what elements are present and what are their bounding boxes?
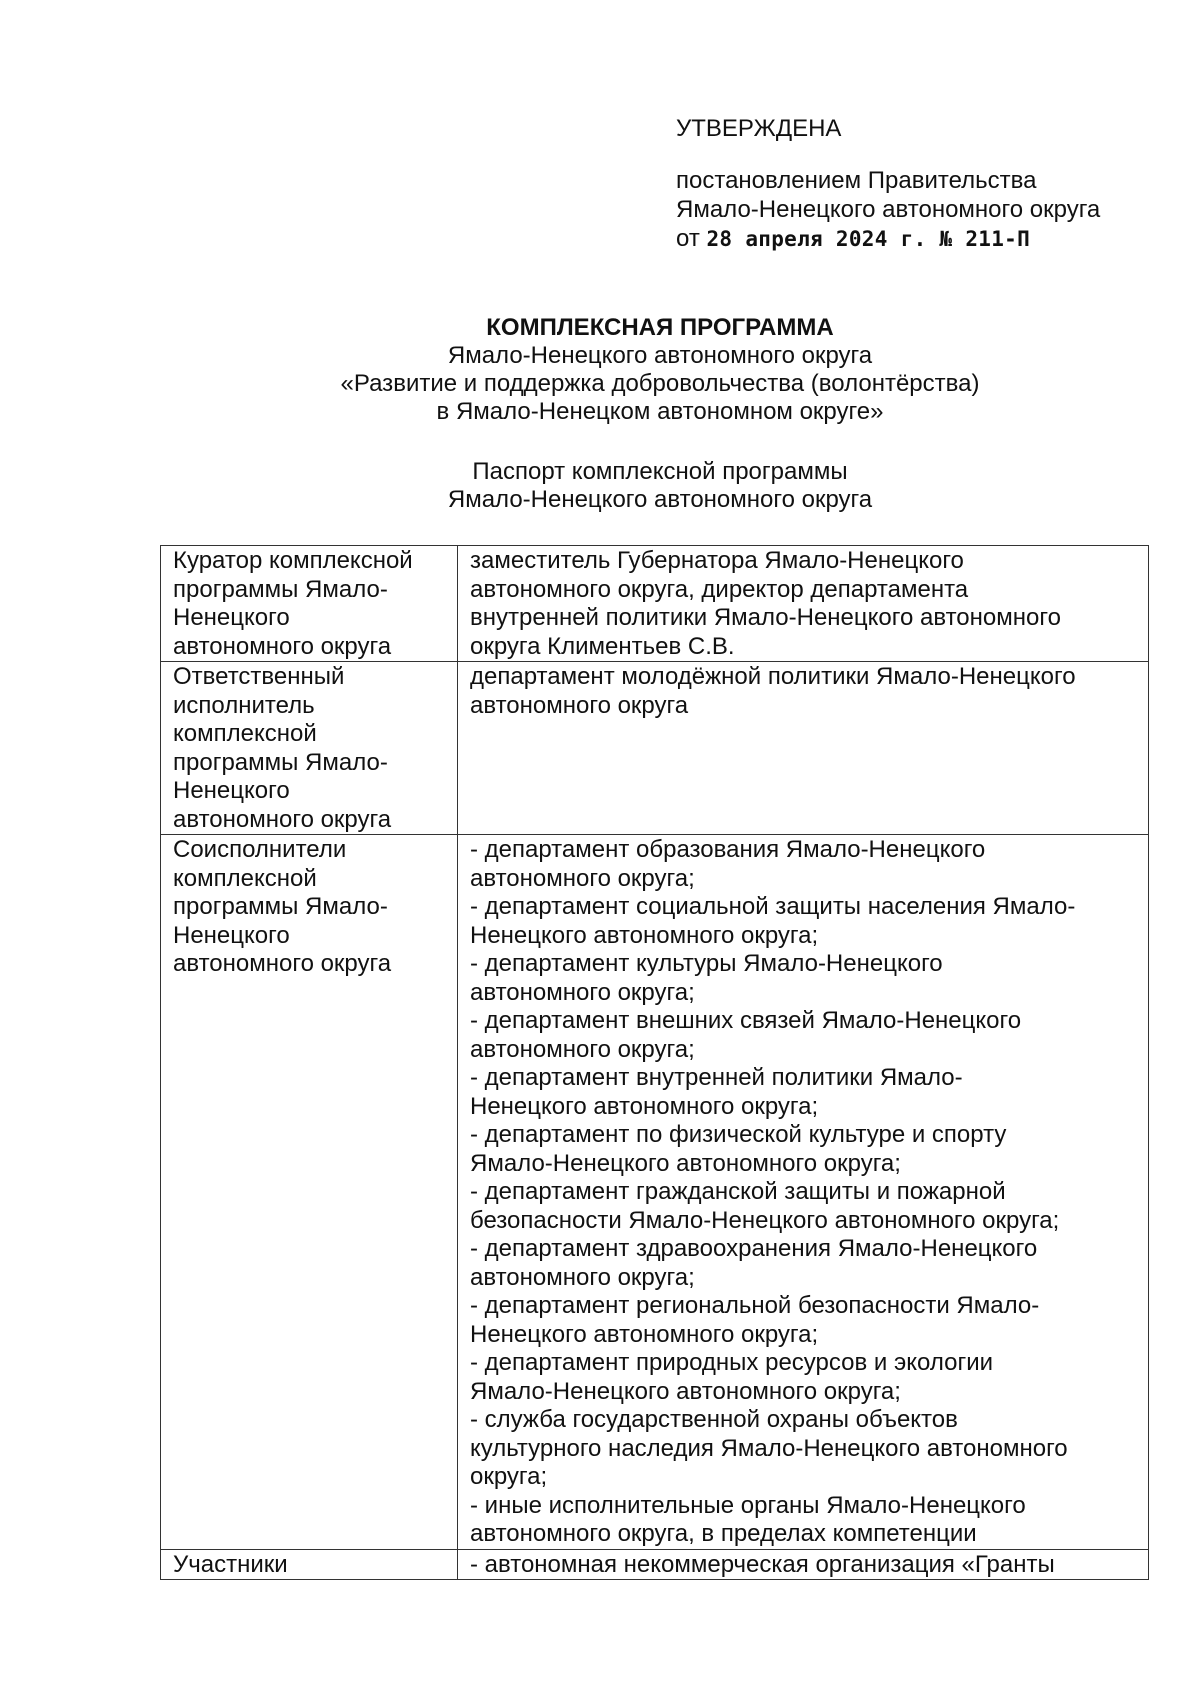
table-row [161,1549,1149,1580]
row-value-line: автономного округа; [470,1035,695,1063]
row-label-line: программы Ямало- [173,575,388,603]
row-label-line: программы Ямало- [173,748,388,776]
row-value-line: - департамент региональной безопасности Ямало- [470,1292,1040,1319]
row-label-line: комплексной [173,864,317,892]
row-value-line: автономного округа [470,691,689,719]
program-title-line-2: Ямало-Ненецкого автономного округа [447,342,873,369]
row-value-line: внутренней политики Ямало-Ненецкого автономного [470,604,1061,631]
row-value-line: Ненецкого автономного округа; [470,1320,819,1348]
row-value-line: автономного округа; [470,864,695,892]
row-label-line: Участники [173,1550,288,1578]
row-label-cell [161,662,458,835]
row-value-line: округа; [470,1463,548,1490]
row-value-line: Ямало-Ненецкого автономного округа; [470,1377,901,1405]
approval-line-1: постановлением Правительства [676,167,1037,194]
row-value-line: автономного округа; [470,1263,695,1291]
row-value-cell [458,546,1149,662]
row-label-line: Соисполнители [173,836,347,863]
row-value-line: - департамент внешних связей Ямало-Ненецкого [470,1007,1022,1034]
row-value-line: безопасности Ямало-Ненецкого автономного округа; [470,1206,1060,1234]
approval-date-prefix: от [676,225,700,252]
row-label-line: Ненецкого [173,604,290,631]
row-value-line: департамент молодёжной политики Ямало-Ненецкого [470,663,1076,690]
row-label-line: автономного округа [173,805,392,833]
row-value-line: - департамент образования Ямало-Ненецкого [470,836,986,863]
row-label-line: исполнитель [173,691,315,719]
row-value-line: - департамент по физической культуре и спорту [470,1121,1007,1148]
program-title-line-1: КОМПЛЕКСНАЯ ПРОГРАММА [486,314,834,341]
row-value-line: Ненецкого автономного округа; [470,1092,819,1120]
row-value-line: автономного округа, директор департамента [470,575,969,603]
table-row [161,662,1149,835]
row-value-cell [458,662,1149,835]
row-value-line: округа Климентьев С.В. [470,632,735,660]
row-value-line: - департамент гражданской защиты и пожарной [470,1178,1006,1205]
row-value-line: автономного округа, в пределах компетенции [470,1520,977,1547]
passport-heading [160,458,1160,514]
program-title [160,314,1160,426]
passport-heading-line-2: Ямало-Ненецкого автономного округа [447,486,873,513]
row-value-cell [458,1549,1149,1580]
row-value-cell [458,835,1149,1550]
row-label-line: автономного округа [173,632,392,660]
table-row [161,835,1149,1550]
row-value-line: культурного наследия Ямало-Ненецкого автономного [470,1434,1068,1462]
row-label-cell [161,835,458,1550]
row-label-line: Куратор комплексной [173,547,413,574]
row-label-line: автономного округа [173,950,392,977]
program-title-line-4: в Ямало-Ненецком автономном округе» [436,398,884,425]
approval-stamp: УТВЕРЖДЕНА [676,115,842,142]
passport-table [160,545,1149,1580]
row-label-cell [161,546,458,662]
row-value-line: Ямало-Ненецкого автономного округа; [470,1149,901,1177]
row-value-line: - департамент социальной защиты населения Ямало- [470,893,1076,920]
row-value-line: - иные исполнительные органы Ямало-Ненецкого [470,1491,1026,1519]
table-row [161,546,1149,662]
row-value-line: автономного округа; [470,978,695,1006]
approval-line-2: Ямало-Ненецкого автономного округа [676,196,1101,223]
row-value-line: - служба государственной охраны объектов [470,1406,958,1433]
row-label-line: Ненецкого [173,921,290,949]
approval-block [676,114,1176,254]
program-title-line-3: «Развитие и поддержка добровольчества (волонтёрства) [340,370,980,397]
row-label-line: Ответственный [173,663,345,690]
row-label-line: комплексной [173,720,317,747]
row-value-line: - департамент природных ресурсов и экологии [470,1349,994,1376]
row-value-line: - автономная некоммерческая организация «Гранты [470,1550,1055,1578]
row-label-line: Ненецкого [173,777,290,804]
passport-heading-line-1: Паспорт комплексной программы [472,458,848,485]
row-value-line: - департамент внутренней политики Ямало- [470,1064,963,1091]
approval-date-value: 28 апреля 2024 г. № 211-П [706,227,1031,251]
row-label-line: программы Ямало- [173,893,388,920]
row-value-line: - департамент здравоохранения Ямало-Ненецкого [470,1235,1038,1262]
row-value-line: Ненецкого автономного округа; [470,921,819,949]
row-value-line: - департамент культуры Ямало-Ненецкого [470,950,943,977]
row-label-cell [161,1549,458,1580]
row-value-line: заместитель Губернатора Ямало-Ненецкого [470,547,964,574]
approval-date-line [676,224,1176,254]
